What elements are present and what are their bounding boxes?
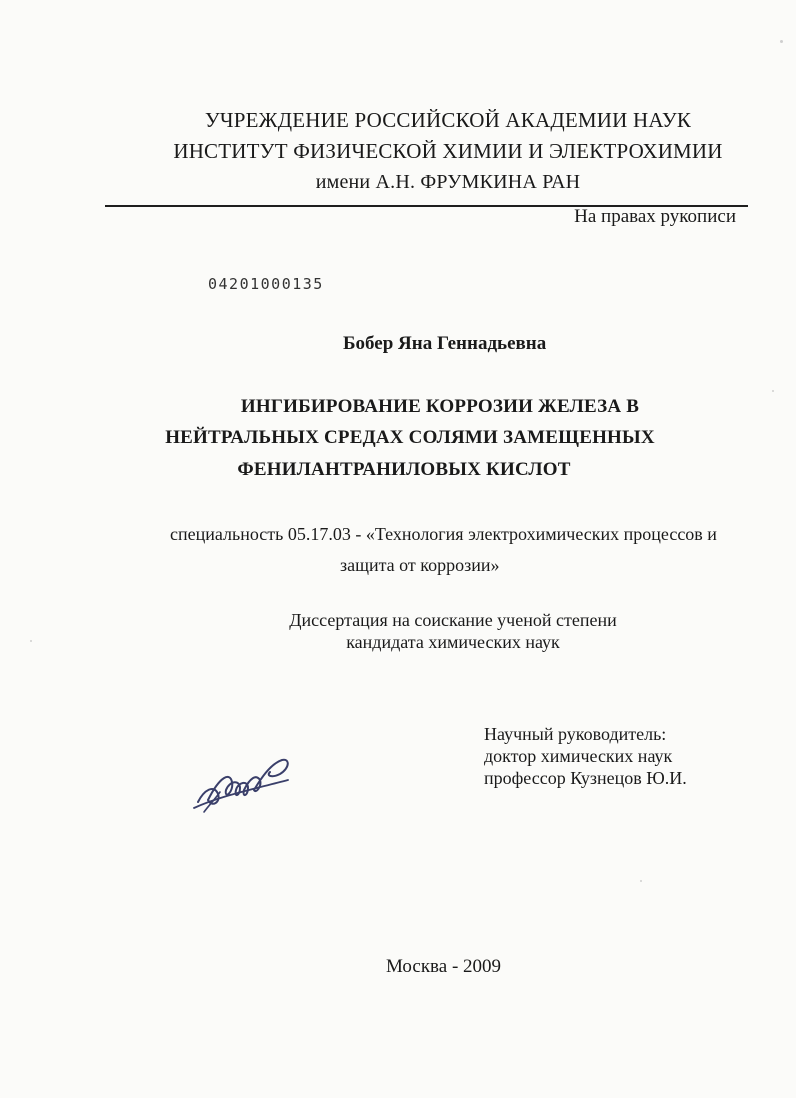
specialty-line-1: специальность 05.17.03 - «Технология электрохимических процессов и xyxy=(170,524,717,544)
institution-line-2: ИНСТИТУТ ФИЗИЧЕСКОЙ ХИМИИ И ЭЛЕКТРОХИМИИ xyxy=(173,139,723,163)
advisor-label: Научный руководитель: xyxy=(484,724,667,744)
dissertation-line-2: кандидата химических наук xyxy=(346,632,560,652)
archive-stamp-number: 04201000135 xyxy=(208,275,324,293)
institution-line-1: УЧРЕЖДЕНИЕ РОССИЙСКОЙ АКАДЕМИИ НАУК xyxy=(204,108,692,132)
city-year: Москва - 2009 xyxy=(386,956,502,977)
title-line-3: ФЕНИЛАНТРАНИЛОВЫХ КИСЛОТ xyxy=(237,459,571,480)
scan-speck xyxy=(640,880,642,882)
dissertation-line-1: Диссертация на соискание ученой степени xyxy=(289,610,617,630)
advisor-name: профессор Кузнецов Ю.И. xyxy=(484,768,687,788)
title-line-1: ИНГИБИРОВАНИЕ КОРРОЗИИ ЖЕЛЕЗА В xyxy=(240,396,640,417)
scan-speck xyxy=(30,640,32,642)
author-signature xyxy=(190,750,300,820)
specialty-line-2: защита от коррозии» xyxy=(340,555,500,575)
author-name: Бобер Яна Геннадьевна xyxy=(343,333,547,354)
title-line-2: НЕЙТРАЛЬНЫХ СРЕДАХ СОЛЯМИ ЗАМЕЩЕННЫХ xyxy=(165,427,655,448)
advisor-degree: доктор химических наук xyxy=(484,746,673,766)
rights-notice: На правах рукописи xyxy=(574,206,736,227)
institution-line-3: имени А.Н. ФРУМКИНА РАН xyxy=(315,171,581,193)
scan-speck xyxy=(772,390,774,392)
scan-speck xyxy=(780,40,783,43)
